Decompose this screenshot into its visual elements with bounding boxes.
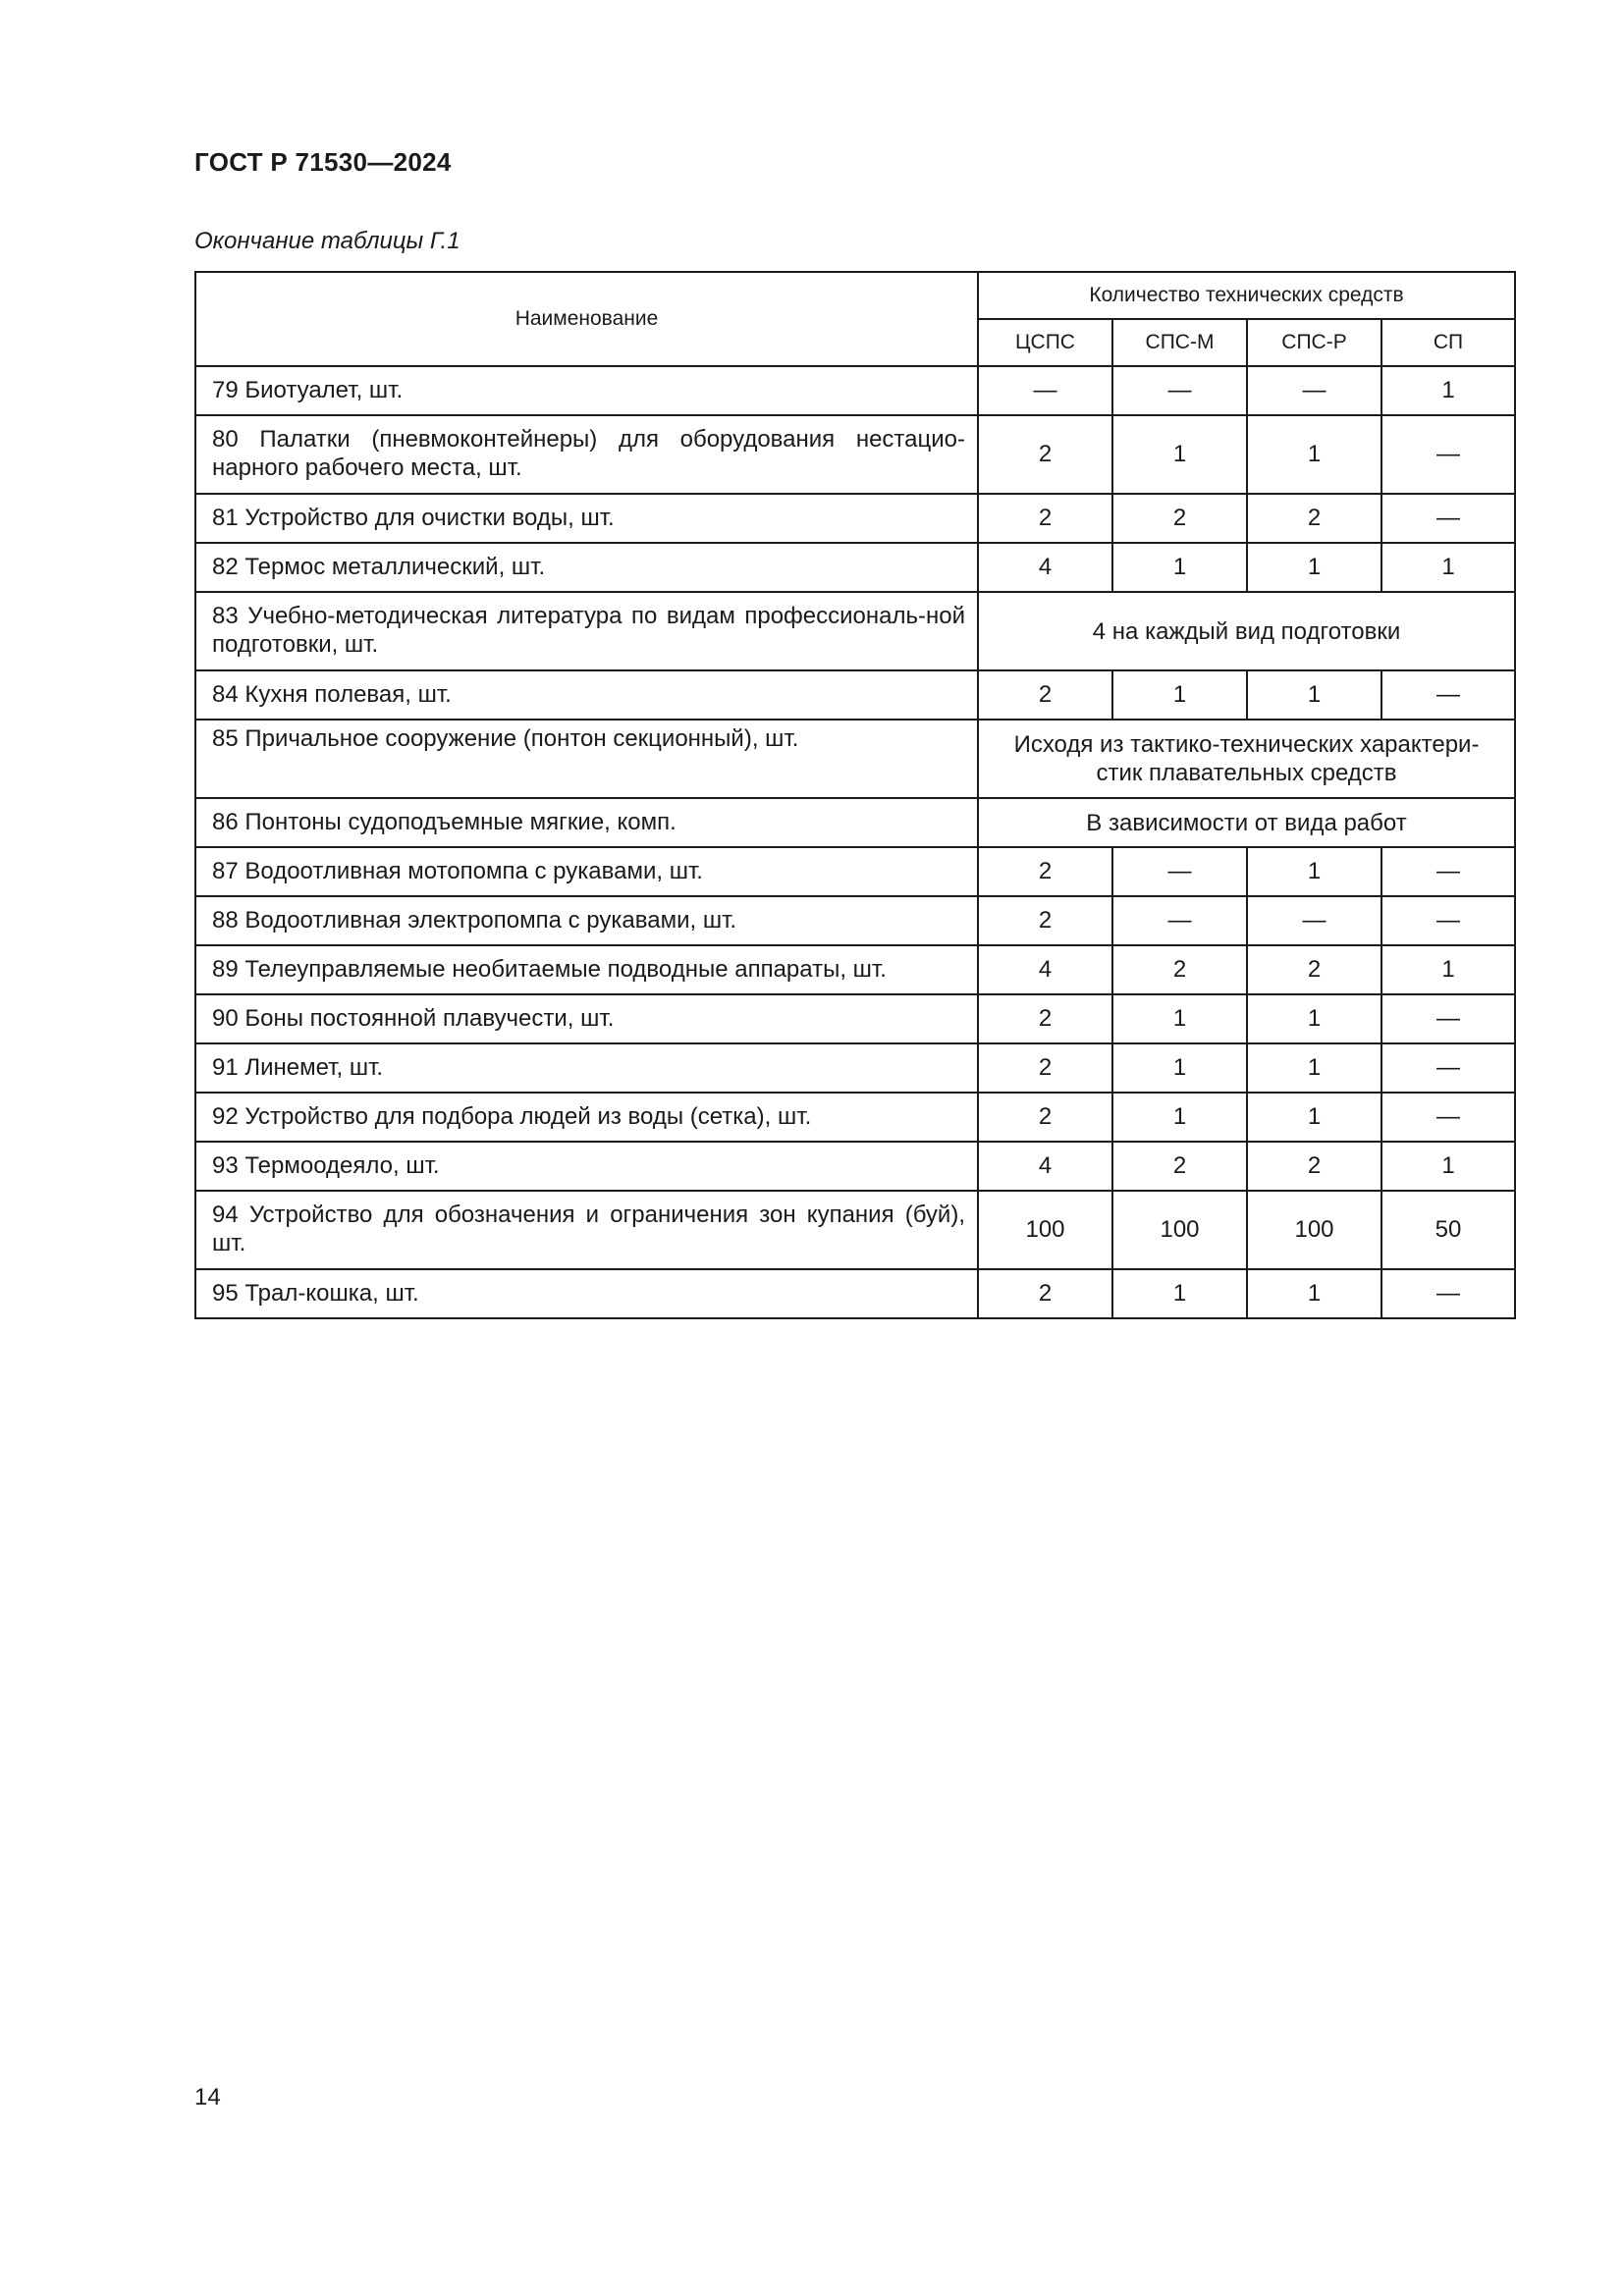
table-row bbox=[195, 1269, 1515, 1318]
row-label: 92 Устройство для подбора людей из воды (сетка), шт. bbox=[195, 1093, 978, 1142]
row-label: 83 Учебно-методическая литература по видам профессиональ-ной подготовки, шт. bbox=[195, 592, 978, 670]
row-label: 91 Линемет, шт. bbox=[195, 1043, 978, 1093]
value-cell: 2 bbox=[1247, 1142, 1381, 1191]
table-head bbox=[195, 272, 1515, 366]
value-cell: 1 bbox=[1381, 945, 1515, 994]
value-cell: — bbox=[1381, 415, 1515, 494]
value-cell: — bbox=[1112, 847, 1247, 896]
value-cell: — bbox=[1381, 994, 1515, 1043]
column-header: СП bbox=[1381, 319, 1515, 366]
page-number: 14 bbox=[194, 2084, 221, 2110]
row-label: 88 Водоотливная электропомпа с рукавами, шт. bbox=[195, 896, 978, 945]
table-row bbox=[195, 592, 1515, 670]
value-cell: 1 bbox=[1112, 1093, 1247, 1142]
row-label: 89 Телеуправляемые необитаемые подводные аппараты, шт. bbox=[195, 945, 978, 994]
row-label: 95 Трал-кошка, шт. bbox=[195, 1269, 978, 1318]
value-cell: 100 bbox=[978, 1191, 1112, 1269]
column-header: ЦСПС bbox=[978, 319, 1112, 366]
row-label: 94 Устройство для обозначения и ограничения зон купания (буй), шт. bbox=[195, 1191, 978, 1269]
row-label: 82 Термос металлический, шт. bbox=[195, 543, 978, 592]
value-cell: 1 bbox=[1247, 415, 1381, 494]
value-cell: 1 bbox=[1112, 1269, 1247, 1318]
row-label: 93 Термоодеяло, шт. bbox=[195, 1142, 978, 1191]
value-cell: 2 bbox=[1112, 945, 1247, 994]
table-body bbox=[195, 366, 1515, 1318]
value-cell: 4 bbox=[978, 543, 1112, 592]
table-row bbox=[195, 720, 1515, 798]
value-cell: — bbox=[1247, 366, 1381, 415]
value-cell: 2 bbox=[1112, 494, 1247, 543]
table-row bbox=[195, 1043, 1515, 1093]
value-cell: 1 bbox=[1247, 1269, 1381, 1318]
merged-value-cell: Исходя из тактико-технических характери-стик плавательных средств bbox=[978, 720, 1515, 798]
value-cell: 1 bbox=[1112, 1043, 1247, 1093]
table-row bbox=[195, 994, 1515, 1043]
value-cell: — bbox=[1112, 366, 1247, 415]
value-cell: 2 bbox=[978, 847, 1112, 896]
value-cell: 1 bbox=[1112, 415, 1247, 494]
value-cell: — bbox=[978, 366, 1112, 415]
merged-value-cell: В зависимости от вида работ bbox=[978, 798, 1515, 847]
value-cell: — bbox=[1247, 896, 1381, 945]
value-cell: 1 bbox=[1247, 670, 1381, 720]
value-cell: 1 bbox=[1381, 1142, 1515, 1191]
table-row bbox=[195, 847, 1515, 896]
value-cell: 2 bbox=[1247, 494, 1381, 543]
value-cell: 1 bbox=[1112, 670, 1247, 720]
value-cell: 2 bbox=[978, 1043, 1112, 1093]
value-cell: 1 bbox=[1112, 543, 1247, 592]
value-cell: — bbox=[1381, 847, 1515, 896]
row-label: 87 Водоотливная мотопомпа с рукавами, шт. bbox=[195, 847, 978, 896]
value-cell: — bbox=[1381, 1043, 1515, 1093]
value-cell: 100 bbox=[1112, 1191, 1247, 1269]
value-cell: 2 bbox=[978, 994, 1112, 1043]
value-cell: 100 bbox=[1247, 1191, 1381, 1269]
value-cell: 1 bbox=[1381, 366, 1515, 415]
row-label: 86 Понтоны судоподъемные мягкие, комп. bbox=[195, 798, 978, 847]
value-cell: 50 bbox=[1381, 1191, 1515, 1269]
table-row bbox=[195, 415, 1515, 494]
value-cell: 2 bbox=[978, 1269, 1112, 1318]
value-cell: 1 bbox=[1247, 1093, 1381, 1142]
table-row bbox=[195, 494, 1515, 543]
row-label: 90 Боны постоянной плавучести, шт. bbox=[195, 994, 978, 1043]
document-header: ГОСТ Р 71530—2024 bbox=[194, 147, 452, 177]
equipment-table bbox=[194, 271, 1516, 1319]
value-cell: 1 bbox=[1112, 994, 1247, 1043]
table-row bbox=[195, 896, 1515, 945]
row-label: 81 Устройство для очистки воды, шт. bbox=[195, 494, 978, 543]
table-row bbox=[195, 1142, 1515, 1191]
table-row bbox=[195, 798, 1515, 847]
value-cell: 2 bbox=[1247, 945, 1381, 994]
value-cell: 1 bbox=[1381, 543, 1515, 592]
row-label: 85 Причальное сооружение (понтон секционный), шт. bbox=[195, 720, 978, 798]
value-cell: 2 bbox=[978, 494, 1112, 543]
column-header: СПС-Р bbox=[1247, 319, 1381, 366]
table-row bbox=[195, 1093, 1515, 1142]
value-cell: 2 bbox=[978, 670, 1112, 720]
table-row bbox=[195, 945, 1515, 994]
value-cell: 2 bbox=[1112, 1142, 1247, 1191]
row-label: 79 Биотуалет, шт. bbox=[195, 366, 978, 415]
value-cell: — bbox=[1381, 896, 1515, 945]
value-cell: 2 bbox=[978, 1093, 1112, 1142]
value-cell: — bbox=[1381, 494, 1515, 543]
value-cell: — bbox=[1112, 896, 1247, 945]
value-cell: 1 bbox=[1247, 543, 1381, 592]
table-row bbox=[195, 366, 1515, 415]
merged-value-cell: 4 на каждый вид подготовки bbox=[978, 592, 1515, 670]
value-cell: — bbox=[1381, 1269, 1515, 1318]
table-caption: Окончание таблицы Г.1 bbox=[194, 228, 460, 254]
row-label: 84 Кухня полевая, шт. bbox=[195, 670, 978, 720]
value-cell: — bbox=[1381, 670, 1515, 720]
table-row bbox=[195, 670, 1515, 720]
value-cell: 1 bbox=[1247, 847, 1381, 896]
header-name: Наименование bbox=[195, 272, 978, 366]
value-cell: 2 bbox=[978, 415, 1112, 494]
value-cell: — bbox=[1381, 1093, 1515, 1142]
header-group: Количество технических средств bbox=[978, 272, 1515, 319]
value-cell: 1 bbox=[1247, 1043, 1381, 1093]
table-row bbox=[195, 543, 1515, 592]
value-cell: 4 bbox=[978, 945, 1112, 994]
value-cell: 2 bbox=[978, 896, 1112, 945]
row-label: 80 Палатки (пневмоконтейнеры) для оборудования нестацио-нарного рабочего места, шт. bbox=[195, 415, 978, 494]
value-cell: 1 bbox=[1247, 994, 1381, 1043]
value-cell: 4 bbox=[978, 1142, 1112, 1191]
table-row bbox=[195, 1191, 1515, 1269]
column-header: СПС-М bbox=[1112, 319, 1247, 366]
